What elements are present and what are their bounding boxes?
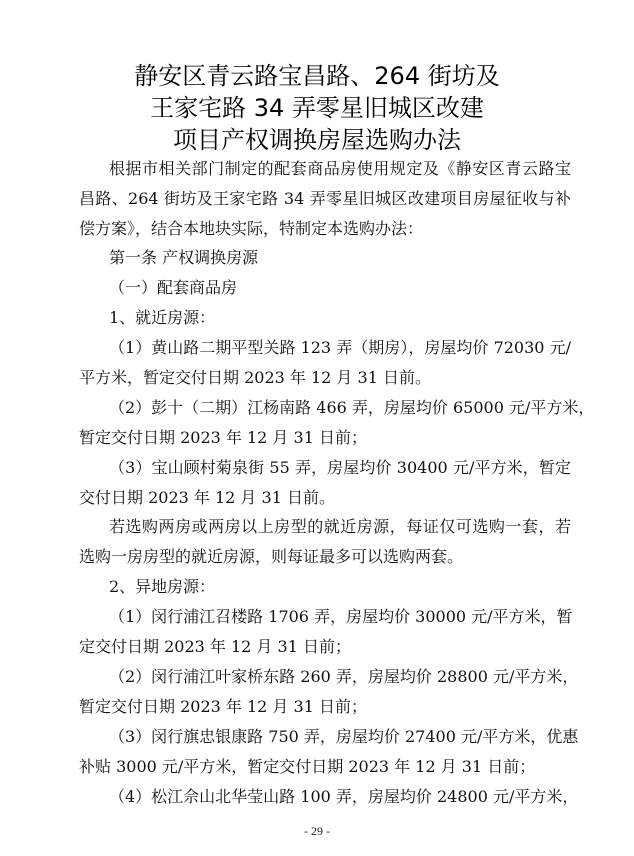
title-line-2: 王家宅路 34 弄零星旧城区改建 [150, 94, 484, 122]
remote-item-2-line-2: 暂定交付日期 2023 年 12 月 31 日前； [79, 697, 367, 716]
rule-line-2: 选购一房房型的就近房源，则每证最多可以选购两套。 [79, 547, 464, 566]
nearby-item-3-line-2: 交付日期 2023 年 12 月 31 日前。 [79, 488, 335, 507]
nearby-item-2-line-1: （2）彭十（二期）江杨南路 466 弄，房屋均价 65000 元/平方米， [109, 398, 595, 417]
title-line-1: 静安区青云路宝昌路、264 街坊及 [134, 62, 500, 90]
intro-line-1: 根据市相关部门制定的配套商品房使用规定及《静安区青云路宝 [109, 159, 571, 178]
remote-item-1-line-1: （1）闵行浦江召楼路 1706 弄，房屋均价 30000 元/平方米，暂 [109, 607, 573, 626]
nearby-item-2-line-2: 暂定交付日期 2023 年 12 月 31 日前； [79, 428, 367, 447]
remote-item-2-line-1: （2）闵行浦江叶家桥东路 260 弄，房屋均价 28800 元/平方米， [109, 667, 579, 686]
nearby-item-3-line-1: （3）宝山顾村菊泉街 55 弄，房屋均价 30400 元/平方米，暂定 [109, 458, 571, 477]
remote-item-3-line-1: （3）闵行旗忠银康路 750 弄，房屋均价 27400 元/平方米，优惠 [109, 727, 579, 746]
nearby-item-1-line-1: （1）黄山路二期平型关路 123 弄（期房），房屋均价 72030 元/ [109, 338, 571, 357]
remote-item-1-line-2: 定交付日期 2023 年 12 月 31 日前； [79, 637, 351, 656]
nearby-sources-heading: 1、就近房源： [109, 308, 216, 327]
remote-sources-heading: 2、异地房源： [109, 577, 216, 596]
title-line-3: 项目产权调换房屋选购办法 [173, 126, 461, 154]
section-1-heading: （一）配套商品房 [109, 278, 238, 297]
remote-item-3-line-2: 补贴 3000 元/平方米，暂定交付日期 2023 年 12 月 31 日前； [79, 757, 536, 776]
intro-line-3: 偿方案》，结合本地块实际，特制定本选购办法： [79, 219, 424, 238]
article-1-heading: 第一条 产权调换房源 [109, 248, 259, 267]
remote-item-4-line-1: （4）松江佘山北华莹山路 100 弄，房屋均价 24800 元/平方米， [109, 787, 579, 806]
nearby-item-1-line-2: 平方米，暂定交付日期 2023 年 12 月 31 日前。 [79, 368, 431, 387]
intro-line-2: 昌路、264 街坊及王家宅路 34 弄零星旧城区改建项目房屋征收与补 [79, 189, 571, 208]
rule-line-1: 若选购两房或两房以上房型的就近房源，每证仅可选购一套，若 [109, 517, 571, 536]
page-number: - 29 - [304, 824, 330, 838]
